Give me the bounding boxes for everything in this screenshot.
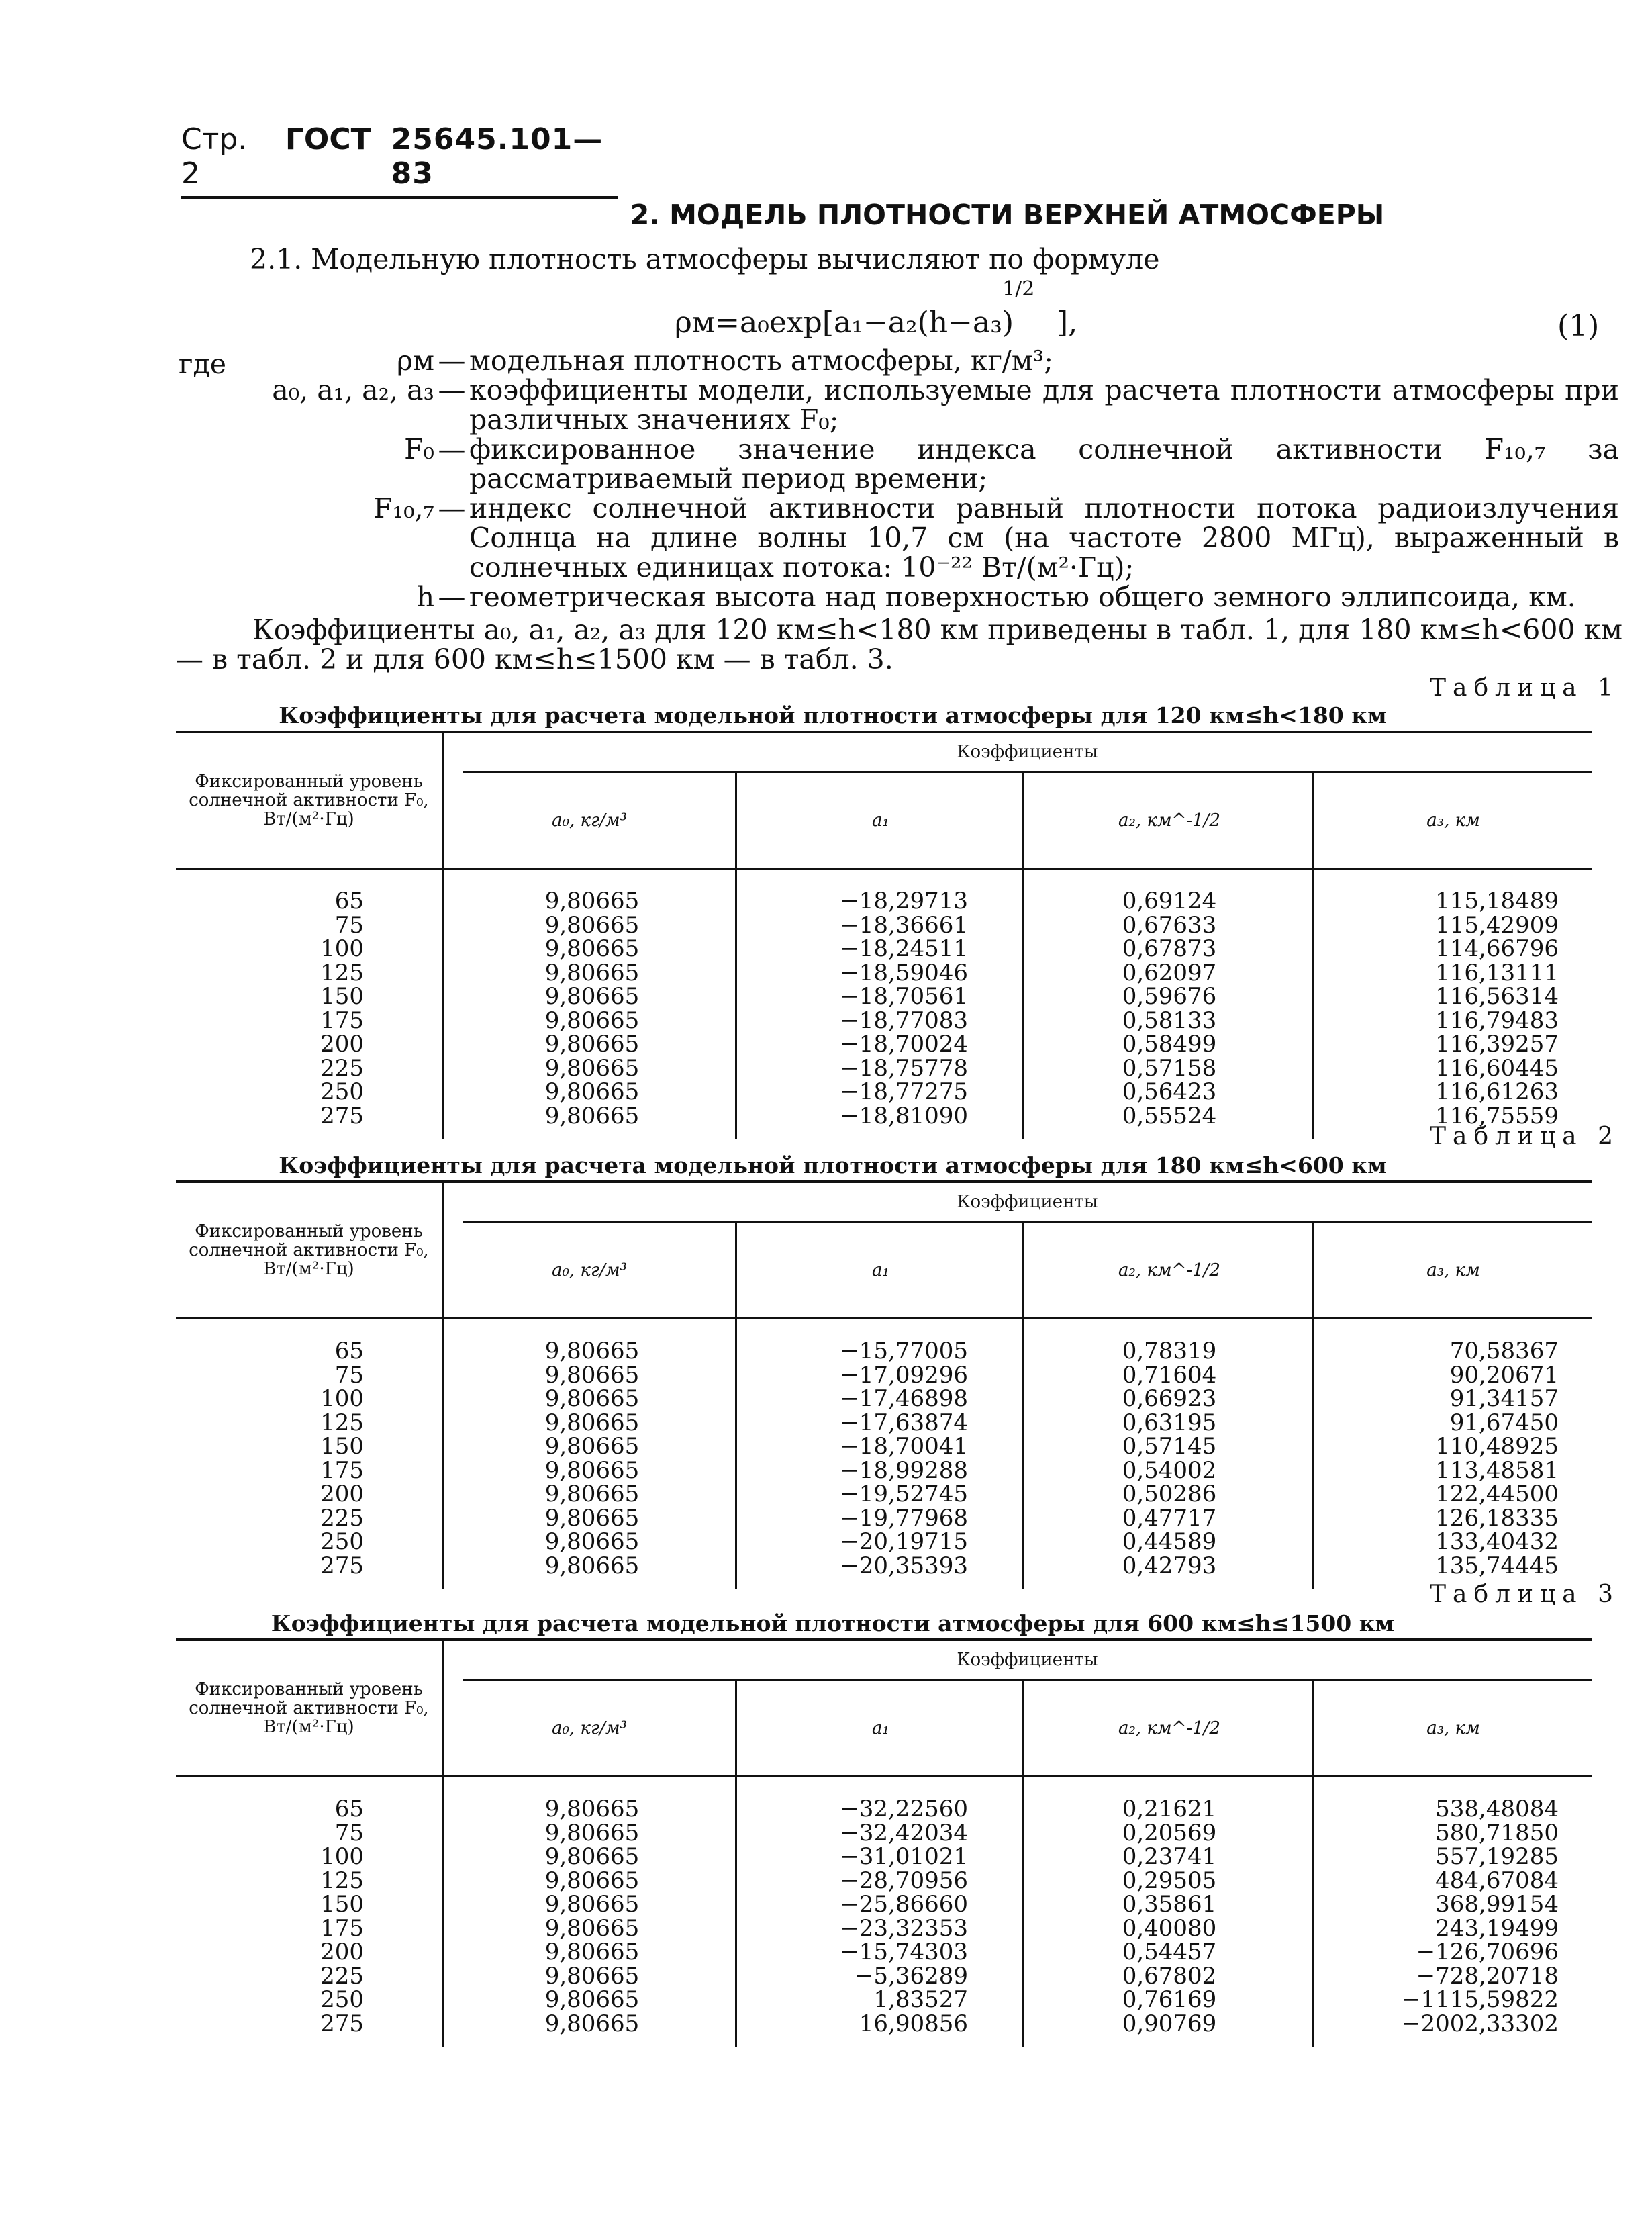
table-cell: 9,80665 xyxy=(544,1552,640,1579)
table-cell: 275 xyxy=(320,1102,364,1129)
table-cell: 9,80665 xyxy=(544,1867,640,1894)
table-cell: 0,67802 xyxy=(1122,1962,1217,1990)
table-cell: 113,48581 xyxy=(1435,1456,1559,1484)
table-cell: 0,57145 xyxy=(1122,1433,1217,1460)
table-cell: 250 xyxy=(320,1528,364,1555)
table-cell: −728,20718 xyxy=(1416,1962,1559,1990)
table-cell: 0,56423 xyxy=(1122,1078,1217,1105)
definition-desc: геометрическая высота над поверхностью общего земного эллипсоида, км. xyxy=(469,581,1576,613)
table-cell: 9,80665 xyxy=(544,911,640,939)
table-cell: −25,86660 xyxy=(840,1891,968,1918)
table-cell: −17,09296 xyxy=(840,1361,968,1389)
table-cell: −18,36661 xyxy=(840,911,968,939)
table-cell: 115,42909 xyxy=(1435,911,1559,939)
table-cell: −18,24511 xyxy=(840,935,968,962)
table-2 xyxy=(176,1180,1592,1589)
table-cell: 200 xyxy=(320,1031,364,1058)
table-cell: 0,55524 xyxy=(1122,1102,1217,1129)
table-cell: 225 xyxy=(320,1962,364,1990)
table-body xyxy=(176,1319,1592,1589)
table-cell: −2002,33302 xyxy=(1402,2010,1559,2037)
table-cell: 1,83527 xyxy=(873,1986,968,2013)
table-cell: 16,90856 xyxy=(859,2010,968,2037)
table-cell: 0,29505 xyxy=(1122,1867,1217,1894)
table-cell: −18,29713 xyxy=(840,888,968,915)
table-cell: −126,70696 xyxy=(1416,1939,1559,1965)
table-cell: 0,67633 xyxy=(1122,911,1217,939)
table-cell: 116,79483 xyxy=(1435,1007,1559,1034)
formula-exponent: 1/2 xyxy=(1002,277,1035,301)
section-title: 2. МОДЕЛЬ ПЛОТНОСТИ ВЕРХНЕЙ АТМОСФЕРЫ xyxy=(630,199,1385,231)
where-label: где xyxy=(179,348,226,380)
table-cell: 9,80665 xyxy=(544,1962,640,1990)
table-cell: 150 xyxy=(320,983,364,1010)
header-fixed-level: Фиксированный уровень солнечной активности F₀, Вт/(м²·Гц) xyxy=(176,1641,444,1775)
col-a3 xyxy=(1357,890,1559,1128)
table-1 xyxy=(176,731,1592,1139)
table-cell: 0,71604 xyxy=(1122,1361,1217,1389)
coef-note-line-2: — в табл. 2 и для 600 км≤h≤1500 км — в табл. 3. xyxy=(176,643,893,675)
header-a0: a₀, кг/м³ xyxy=(552,810,627,831)
table-cell: 125 xyxy=(320,1409,364,1436)
table-cell: −18,81090 xyxy=(840,1102,968,1129)
table-cell: 0,57158 xyxy=(1122,1054,1217,1082)
table-cell: 133,40432 xyxy=(1435,1528,1559,1555)
standard-number: 25645.101—83 xyxy=(391,122,603,191)
table-cell: 200 xyxy=(320,1939,364,1965)
table-cell: 90,20671 xyxy=(1449,1361,1559,1389)
table-cell: 116,75559 xyxy=(1435,1102,1559,1129)
definition-desc: коэффициенты модели, используемые для расчета плотности атмосферы при различных значениях F₀; xyxy=(469,374,1619,436)
table-cell: 538,48084 xyxy=(1435,1795,1559,1822)
table-cell: 9,80665 xyxy=(544,1819,640,1847)
table-cell: 0,76169 xyxy=(1122,1986,1217,2013)
table-cell: 0,50286 xyxy=(1122,1481,1217,1507)
header-fixed-level: Фиксированный уровень солнечной активности F₀, Вт/(м²·Гц) xyxy=(176,1183,444,1317)
table-cell: 9,80665 xyxy=(544,959,640,986)
header-a2: a₂, км^-1/2 xyxy=(1022,773,1314,868)
table-cell: 100 xyxy=(320,935,364,962)
table-cell: 100 xyxy=(320,1385,364,1412)
col-a0 xyxy=(491,890,693,1128)
table-cell: −32,22560 xyxy=(840,1795,968,1822)
table-1-label: Таблица 1 xyxy=(1430,674,1620,702)
table-cell: 0,35861 xyxy=(1122,1891,1217,1918)
table-cell: −18,59046 xyxy=(840,959,968,986)
definition-term: F₁₀,₇ xyxy=(373,492,434,524)
table-cell: 75 xyxy=(334,1819,364,1847)
definition-item: F₀ — фиксированное значение индекса солнечной активности F₁₀,₇ за рассматриваемый период времени; xyxy=(176,434,1619,494)
table-cell: 9,80665 xyxy=(544,1385,640,1412)
table-cell: 250 xyxy=(320,1986,364,2013)
table-cell: −17,46898 xyxy=(840,1385,968,1412)
table-cell: 125 xyxy=(320,1867,364,1894)
col-a1 xyxy=(780,1795,968,2037)
table-cell: −1115,59822 xyxy=(1402,1986,1559,2013)
col-f0 xyxy=(277,1340,364,1578)
table-header xyxy=(176,1638,1592,1777)
table-cell: 115,18489 xyxy=(1435,888,1559,915)
table-header xyxy=(176,731,1592,870)
table-cell: 9,80665 xyxy=(544,1481,640,1507)
table-cell: −15,74303 xyxy=(840,1939,968,1965)
col-f0 xyxy=(277,890,364,1128)
table-cell: 0,54002 xyxy=(1122,1456,1217,1484)
header-coefficients: Коэффициенты xyxy=(463,733,1592,773)
col-a1 xyxy=(780,890,968,1128)
table-cell: 275 xyxy=(320,2010,364,2037)
table-cell: 9,80665 xyxy=(544,1031,640,1058)
col-a0 xyxy=(491,1340,693,1578)
table-cell: 0,59676 xyxy=(1122,983,1217,1010)
density-formula xyxy=(675,277,1078,340)
table-cell: 9,80665 xyxy=(544,1986,640,2013)
header-a3: a₃, км xyxy=(1312,1681,1592,1775)
table-cell: −18,75778 xyxy=(840,1054,968,1082)
col-a3 xyxy=(1357,1795,1559,2037)
col-a3 xyxy=(1357,1340,1559,1578)
table-cell: 122,44500 xyxy=(1435,1481,1559,1507)
table-cell: −18,70024 xyxy=(840,1031,968,1058)
table-cell: 9,80665 xyxy=(544,1433,640,1460)
table-cell: 9,80665 xyxy=(544,935,640,962)
definition-term: a₀, a₁, a₂, a₃ xyxy=(272,374,434,406)
table-cell: 116,60445 xyxy=(1435,1054,1559,1082)
table-cell: 0,20569 xyxy=(1122,1819,1217,1847)
table-cell: 9,80665 xyxy=(544,1891,640,1918)
table-cell: 0,69124 xyxy=(1122,888,1217,915)
table-cell: 0,63195 xyxy=(1122,1409,1217,1436)
definition-desc: модельная плотность атмосферы, кг/м³; xyxy=(469,344,1053,377)
col-a2 xyxy=(1069,1340,1270,1578)
formula-close: ], xyxy=(1057,306,1078,340)
table-cell: −20,19715 xyxy=(840,1528,968,1555)
table-cell: 9,80665 xyxy=(544,1078,640,1105)
table-cell: 114,66796 xyxy=(1435,935,1559,962)
definition-term: ρм xyxy=(397,344,434,377)
table-cell: 0,54457 xyxy=(1122,1939,1217,1965)
header-a0: a₀, кг/м³ xyxy=(552,1260,627,1280)
table-cell: 150 xyxy=(320,1433,364,1460)
definition-desc: фиксированное значение индекса солнечной активности F₁₀,₇ за рассматриваемый период времени; xyxy=(469,433,1619,495)
table-cell: 175 xyxy=(320,1914,364,1942)
header-a1: a₁ xyxy=(735,773,1024,868)
gost-label: ГОСТ xyxy=(285,122,371,156)
header-a1: a₁ xyxy=(735,1681,1024,1775)
header-a2: a₂, км^-1/2 xyxy=(1022,1681,1314,1775)
table-cell: 9,80665 xyxy=(544,1361,640,1389)
table-cell: 75 xyxy=(334,911,364,939)
table-cell: 243,19499 xyxy=(1435,1914,1559,1942)
table-cell: 9,80665 xyxy=(544,1843,640,1870)
table-cell: 75 xyxy=(334,1361,364,1389)
table-cell: −31,01021 xyxy=(840,1843,968,1870)
table-cell: 116,39257 xyxy=(1435,1031,1559,1058)
definition-desc: индекс солнечной активности равный плотности потока радиоизлучения Солнца на длине волны 10,7 см (на частоте 2800 МГц), выраженный в солнечных единицах потока: 10⁻²² Вт/(м²·Гц); xyxy=(469,492,1619,584)
table-cell: 9,80665 xyxy=(544,1504,640,1532)
table-3 xyxy=(176,1638,1592,2047)
table-cell: 225 xyxy=(320,1054,364,1082)
table-cell: −18,77083 xyxy=(840,1007,968,1034)
table-cell: 116,13111 xyxy=(1435,959,1559,986)
table-cell: −15,77005 xyxy=(840,1338,968,1364)
table-cell: 0,78319 xyxy=(1122,1338,1217,1364)
table-cell: −5,36289 xyxy=(854,1962,968,1990)
col-f0 xyxy=(277,1795,364,2037)
table-cell: 9,80665 xyxy=(544,1007,640,1034)
table-cell: 0,67873 xyxy=(1122,935,1217,962)
table-cell: 200 xyxy=(320,1481,364,1507)
table-cell: −32,42034 xyxy=(840,1819,968,1847)
header-a2: a₂, км^-1/2 xyxy=(1022,1223,1314,1317)
formula-number: (1) xyxy=(1557,309,1600,343)
table-cell: 225 xyxy=(320,1504,364,1532)
table-cell: −18,70041 xyxy=(840,1433,968,1460)
header-coefficients: Коэффициенты xyxy=(463,1183,1592,1223)
table-cell: 135,74445 xyxy=(1435,1552,1559,1579)
coef-note-line-1: Коэффициенты a₀, a₁, a₂, a₃ для 120 км≤h<180 км приведены в табл. 1, для 180 км≤h<600 км xyxy=(252,614,1623,646)
table-cell: 9,80665 xyxy=(544,2010,640,2037)
formula-body: ρм=a₀exp[a₁−a₂(h−a₃) xyxy=(675,306,1014,340)
table-body xyxy=(176,1777,1592,2047)
table-body xyxy=(176,870,1592,1139)
table-cell: 100 xyxy=(320,1843,364,1870)
table-cell: 116,61263 xyxy=(1435,1078,1559,1105)
table-cell: 9,80665 xyxy=(544,1456,640,1484)
table-cell: 0,42793 xyxy=(1122,1552,1217,1579)
table-cell: 0,21621 xyxy=(1122,1795,1217,1822)
table-cell: 65 xyxy=(334,1795,364,1822)
table-cell: 125 xyxy=(320,959,364,986)
table-cell: 9,80665 xyxy=(544,1054,640,1082)
table-cell: 0,47717 xyxy=(1122,1504,1217,1532)
table-header xyxy=(176,1180,1592,1319)
table-cell: 9,80665 xyxy=(544,1102,640,1129)
definition-item: h — геометрическая высота над поверхностью общего земного эллипсоида, км. xyxy=(176,582,1619,612)
col-a2 xyxy=(1069,1795,1270,2037)
table-cell: 557,19285 xyxy=(1435,1843,1559,1870)
table-2-label: Таблица 2 xyxy=(1430,1123,1620,1150)
table-cell: 250 xyxy=(320,1078,364,1105)
intro-paragraph: 2.1. Модельную плотность атмосферы вычисляют по формуле xyxy=(250,243,1160,275)
table-cell: 9,80665 xyxy=(544,1795,640,1822)
table-cell: 0,23741 xyxy=(1122,1843,1217,1870)
header-a0: a₀, кг/м³ xyxy=(552,1718,627,1738)
header-a3: a₃, км xyxy=(1312,773,1592,868)
table-3-label: Таблица 3 xyxy=(1430,1581,1620,1608)
table-cell: −20,35393 xyxy=(840,1552,968,1579)
table-cell: 91,34157 xyxy=(1449,1385,1559,1412)
table-2-caption: Коэффициенты для расчета модельной плотности атмосферы для 180 км≤h<600 км xyxy=(279,1152,1387,1178)
table-cell: 9,80665 xyxy=(544,1338,640,1364)
table-cell: 0,58499 xyxy=(1122,1031,1217,1058)
col-a0 xyxy=(491,1795,693,2037)
header-fixed-level: Фиксированный уровень солнечной активности F₀, Вт/(м²·Гц) xyxy=(176,733,444,868)
table-cell: −18,70561 xyxy=(840,983,968,1010)
definition-item: ρм — модельная плотность атмосферы, кг/м³; xyxy=(176,346,1619,375)
table-cell: −28,70956 xyxy=(840,1867,968,1894)
col-a2 xyxy=(1069,890,1270,1128)
table-cell: 0,58133 xyxy=(1122,1007,1217,1034)
table-cell: −18,99288 xyxy=(840,1456,968,1484)
table-cell: 110,48925 xyxy=(1435,1433,1559,1460)
table-cell: 175 xyxy=(320,1007,364,1034)
table-cell: −23,32353 xyxy=(840,1914,968,1942)
header-coefficients: Коэффициенты xyxy=(463,1641,1592,1681)
table-cell: 175 xyxy=(320,1456,364,1484)
table-1-caption: Коэффициенты для расчета модельной плотности атмосферы для 120 км≤h<180 км xyxy=(279,702,1387,729)
definition-item: a₀, a₁, a₂, a₃ — коэффициенты модели, используемые для расчета плотности атмосферы при различных значениях F₀; xyxy=(176,375,1619,434)
table-cell: 65 xyxy=(334,888,364,915)
table-cell: 368,99154 xyxy=(1435,1891,1559,1918)
table-cell: −17,63874 xyxy=(840,1409,968,1436)
table-cell: 0,40080 xyxy=(1122,1914,1217,1942)
table-cell: 9,80665 xyxy=(544,1528,640,1555)
page-number: Стр. 2 xyxy=(181,122,248,191)
definition-term: h xyxy=(416,581,434,613)
definition-term: F₀ xyxy=(404,433,434,465)
col-a1 xyxy=(780,1340,968,1578)
table-cell: 0,44589 xyxy=(1122,1528,1217,1555)
table-cell: 70,58367 xyxy=(1449,1338,1559,1364)
table-cell: 580,71850 xyxy=(1435,1819,1559,1847)
table-cell: 150 xyxy=(320,1891,364,1918)
table-3-caption: Коэффициенты для расчета модельной плотности атмосферы для 600 км≤h≤1500 км xyxy=(271,1610,1395,1636)
table-cell: 91,67450 xyxy=(1449,1409,1559,1436)
table-cell: 0,90769 xyxy=(1122,2010,1217,2037)
table-cell: −18,77275 xyxy=(840,1078,968,1105)
running-header xyxy=(181,122,618,199)
definitions-list xyxy=(176,346,1619,612)
table-cell: 9,80665 xyxy=(544,1939,640,1965)
header-a1: a₁ xyxy=(735,1223,1024,1317)
table-cell: 9,80665 xyxy=(544,1914,640,1942)
table-cell: 9,80665 xyxy=(544,983,640,1010)
table-cell: 484,67084 xyxy=(1435,1867,1559,1894)
table-cell: 65 xyxy=(334,1338,364,1364)
table-cell: 0,62097 xyxy=(1122,959,1217,986)
table-cell: 275 xyxy=(320,1552,364,1579)
header-a3: a₃, км xyxy=(1312,1223,1592,1317)
table-cell: −19,77968 xyxy=(840,1504,968,1532)
table-cell: 116,56314 xyxy=(1435,983,1559,1010)
table-cell: 9,80665 xyxy=(544,888,640,915)
table-cell: 0,66923 xyxy=(1122,1385,1217,1412)
table-cell: −19,52745 xyxy=(840,1481,968,1507)
table-cell: 126,18335 xyxy=(1435,1504,1559,1532)
table-cell: 9,80665 xyxy=(544,1409,640,1436)
definition-item: F₁₀,₇ — индекс солнечной активности равный плотности потока радиоизлучения Солнца на длине волны 10,7 см (на частоте 2800 МГц), выраженный в солнечных единицах потока: 10⁻²² Вт/(м²·Гц); xyxy=(176,494,1619,582)
